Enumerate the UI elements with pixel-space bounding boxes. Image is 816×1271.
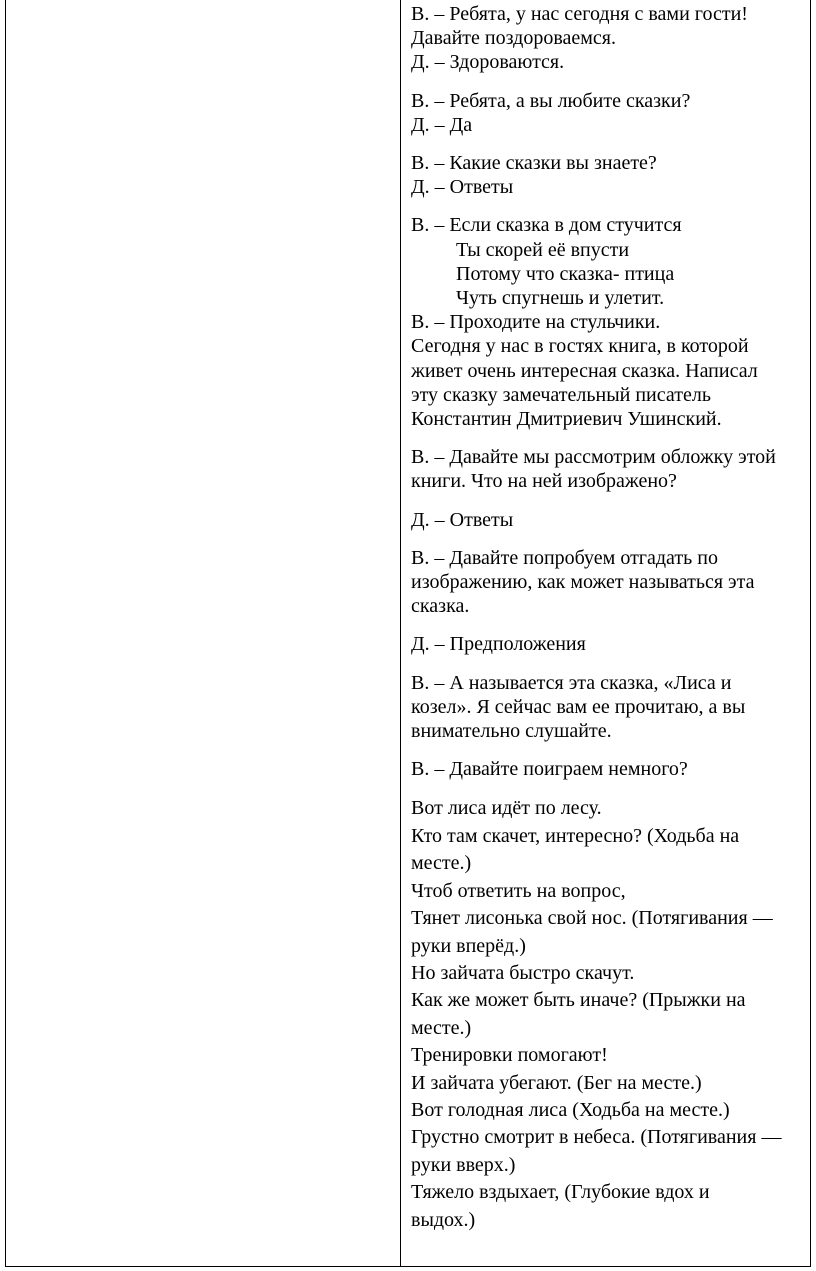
poem-line: И зайчата убегают. (Бег на месте.) xyxy=(411,1071,702,1094)
text-line: Д. – Да xyxy=(411,113,473,136)
text-line: Д. – Предположения xyxy=(411,633,586,656)
poem-line: выдох.) xyxy=(411,1208,476,1231)
dialogue-block xyxy=(411,151,806,199)
poem-line: Тянет лисонька свой нос. (Потягивания — xyxy=(411,907,773,930)
document-table xyxy=(5,0,811,1267)
exercise-poem xyxy=(411,795,806,1234)
dialogue-block xyxy=(411,89,806,137)
text-line: книги. Что на ней изображено? xyxy=(411,470,677,493)
text-line: В. – Давайте попробуем отгадать по xyxy=(411,546,718,569)
dialogue-block xyxy=(411,632,806,656)
left-empty-cell xyxy=(6,0,400,1266)
text-line: Сегодня у нас в гостях книга, в которой xyxy=(411,335,749,358)
text-line: сказка. xyxy=(411,595,470,618)
poem-line: руки вперёд.) xyxy=(411,934,526,957)
verse-line: Ты скорей её впусти xyxy=(456,238,630,261)
dialogue-block xyxy=(411,546,806,619)
poem-line: Кто там скачет, интересно? (Ходьба на xyxy=(411,824,740,847)
dialogue-block xyxy=(411,508,806,532)
text-line: В. – А называется эта сказка, «Лиса и xyxy=(411,671,732,694)
text-line: В. – Давайте мы рассмотрим обложку этой xyxy=(411,446,776,469)
dialogue-block xyxy=(411,445,806,493)
column-divider xyxy=(400,0,401,1266)
poem-line: Как же может быть иначе? (Прыжки на xyxy=(411,989,746,1012)
text-line: Константин Дмитриевич Ушинский. xyxy=(411,408,722,431)
dialogue-block xyxy=(411,757,806,781)
right-text-cell xyxy=(411,2,806,1248)
poem-line: Тренировки помогают! xyxy=(411,1044,608,1067)
poem-line: Вот голодная лиса (Ходьба на месте.) xyxy=(411,1098,730,1121)
text-line: В. – Ребята, у нас сегодня с вами гости! xyxy=(411,3,748,25)
poem-line: Чтоб ответить на вопрос, xyxy=(411,879,626,902)
text-line: В. – Проходите на стульчики. xyxy=(411,311,661,334)
poem-line: Тяжело вздыхает, (Глубокие вдох и xyxy=(411,1181,710,1204)
text-line: живет очень интересная сказка. Написал xyxy=(411,359,758,382)
dialogue-block xyxy=(411,2,806,75)
text-line: козел». Я сейчас вам ее прочитаю, а вы xyxy=(411,695,746,718)
text-line: Давайте поздороваемся. xyxy=(411,27,616,50)
poem-line: руки вверх.) xyxy=(411,1153,516,1176)
text-line: внимательно слушайте. xyxy=(411,720,612,743)
text-line: Д. – Здороваются. xyxy=(411,51,565,74)
poem-line: Но зайчата быстро скачут. xyxy=(411,961,635,984)
text-line: изображению, как может называться эта xyxy=(411,571,755,594)
text-line: Д. – Ответы xyxy=(411,508,514,531)
text-line: В. – Какие сказки вы знаете? xyxy=(411,152,657,175)
poem-line: Вот лиса идёт по лесу. xyxy=(411,797,602,820)
text-line: В. – Давайте поиграем немного? xyxy=(411,758,688,781)
dialogue-block xyxy=(411,213,806,431)
text-line: В. – Ребята, а вы любите сказки? xyxy=(411,89,691,112)
verse-line: Чуть спугнешь и улетит. xyxy=(456,287,665,310)
poem-line: месте.) xyxy=(411,852,472,875)
dialogue-block xyxy=(411,671,806,744)
text-line: В. – Если сказка в дом стучится xyxy=(411,214,682,237)
verse-line: Потому что сказка- птица xyxy=(456,262,675,285)
poem-line: Грустно смотрит в небеса. (Потягивания — xyxy=(411,1126,782,1149)
text-line: эту сказку замечательный писатель xyxy=(411,383,711,406)
poem-line: месте.) xyxy=(411,1016,472,1039)
text-line: Д. – Ответы xyxy=(411,176,514,199)
